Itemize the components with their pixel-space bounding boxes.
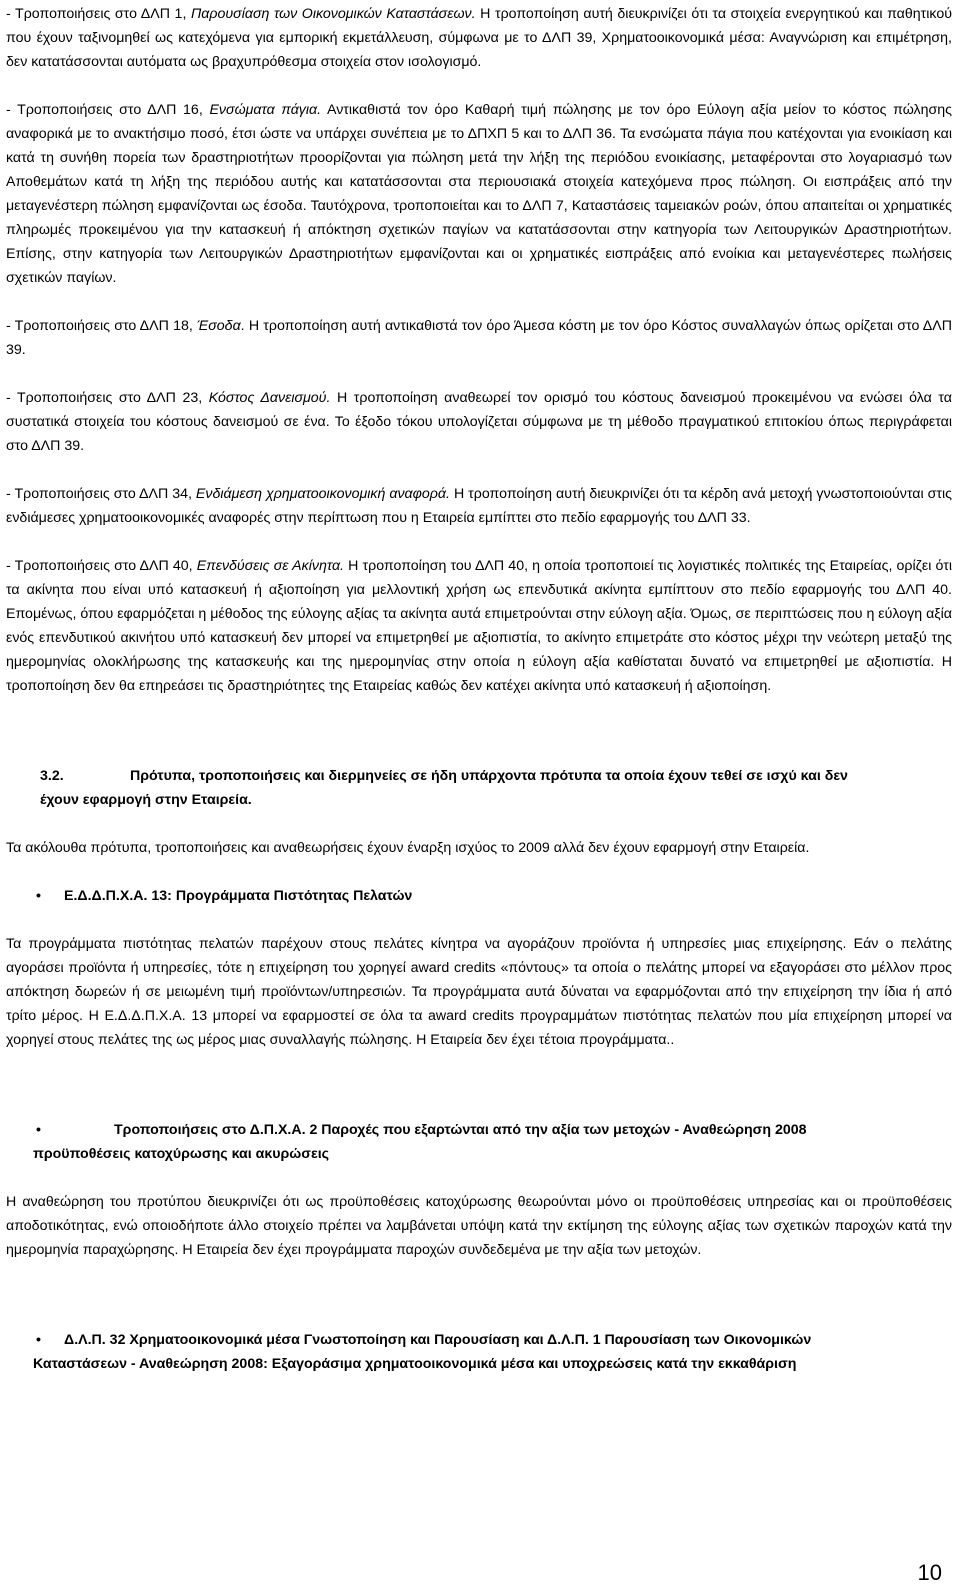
paragraph-text: Η τροποποίηση του ΔΛΠ 40, η οποία τροποποιεί τις λογιστικές πολιτικές της Εταιρείας, ορίζει ότι τα ακίνητα που είναι υπό κατασκευή ή αξιοποίηση για μελλοντική χρήση ως επενδυτικά ακίνητα εμπίπτουν στο πεδίο εφαρμογής του ΔΛΠ 40. Επομένως, όπου εφαρμόζεται η μέθοδος της εύλογης αξίας τα ακίνητα αυτά επιμετρούνται στην εύλογη αξία. Όμως, σε περιπτώσεις που η εύλογη αξία ενός επενδυτικού ακινήτου υπό κατασκευή δεν μπορεί να επιμετρηθεί με αξιοπιστία, το ακίνητο επιμετράτε στο κόστος μέχρι την νεώτερη μεταξύ της ημερομηνίας ολοκλήρωσης της κατασκευής και της ημερομηνίας στην οποία η εύλογη αξία καθίσταται δυνατό να επιμετρηθεί με αξιοπιστία. Η τροποποίηση δεν θα επηρεάσει τις δραστηριότητες της Εταιρείας καθώς δεν κατέχει ακίνητα υπό κατασκευή ή αξιοποίηση. [6, 558, 952, 694]
paragraph-ias16 [6, 98, 952, 290]
paragraph-prefix: - Τροποποιήσεις στο ΔΛΠ 40, [6, 558, 197, 574]
paragraph-ias23 [6, 386, 952, 458]
paragraph-text: Η τροποποίηση αυτή διευκρινίζει ότι τα κέρδη ανά μετοχή γνωστοποιούνται στις ενδιάμεσες χρηματοοικονομικές αναφορές στην περίπτωση που η Εταιρεία εμπίπτει στο πεδίο εφαρμογής του ΔΛΠ 33. [6, 486, 952, 526]
section-title-line1: Πρότυπα, τροποποιήσεις και διερμηνείες σε ήδη υπάρχοντα πρότυπα τα οποία έχουν τεθεί σε ισχύ και δεν [130, 768, 848, 784]
bullet-icon: • [36, 1332, 41, 1348]
paragraph-text: Η τροποποίηση αυτή διευκρινίζει ότι τα στοιχεία ενεργητικού και παθητικού που έχουν ταξινομηθεί ως κατεχόμενα για εμπορική εκμετάλλευση, σύμφωνα με το ΔΛΠ 39, Χρηματοοικονομικά μέσα: Αναγνώριση και επιμέτρηση, δεν κατατάσσονται αυτόματα ως βραχυπρόθεσμα στοιχεία στον ισολογισμό. [6, 6, 952, 70]
standard-title: Έσοδα [197, 318, 241, 334]
paragraph-text: Αντικαθιστά τον όρο Καθαρή τιμή πώλησης με τον όρο Εύλογη αξία μείον το κόστος πώλησης αναφορικά με το ανακτήσιμο ποσό, έτσι ώστε να υπάρχει συνέπεια με το ΔΠΧΠ 5 και το ΔΛΠ 36. Τα ενσώματα πάγια που κατέχονται για ενοικίαση και κατά τη συνήθη πορεία των δραστηριοτήτων προορίζονται για πώληση μετά την λήξη της περιόδου ενοικίασης, μεταφέρονται στο λογαριασμό των Αποθεμάτων κατά τη λήξη της περιόδου αυτής και κατατάσσονται στα περιουσιακά στοιχεία κατεχόμενα προς πώληση. Οι εισπράξεις από την μεταγενέστερη πώληση εμφανίζονται ως έσοδα. Ταυτόχρονα, τροποποιείται και το ΔΛΠ 7, Καταστάσεις ταμειακών ροών, όπου απαιτείται οι χρηματικές πληρωμές προκειμένου για την κατασκευή ή απόκτηση σχετικών παγίων να κατατάσσονται στην κατηγορία των Λειτουργικών Δραστηριοτήτων. Επίσης, στην κατηγορία των Λειτουργικών Δραστηριοτήτων εμφανίζονται και οι χρηματικές εισπράξεις από ενοίκια και μεταγενέστερες πωλήσεις σχετικών παγίων. [6, 102, 952, 286]
paragraph-ias18 [6, 314, 952, 362]
bullet-heading-text: Δ.Λ.Π. 32 Χρηματοοικονομικά μέσα Γνωστοποίηση και Παρουσίαση και Δ.Λ.Π. 1 Παρουσίαση των Οικονομικών [64, 1332, 812, 1348]
section-title-line2: έχουν εφαρμογή στην Εταιρεία. [40, 792, 252, 808]
bullet-icon: • [36, 888, 41, 904]
bullet-heading-ias32 [6, 1328, 952, 1352]
standard-title: Ενσώματα πάγια. [209, 102, 322, 118]
section-intro: Τα ακόλουθα πρότυπα, τροποποιήσεις και αναθεωρήσεις έχουν έναρξη ισχύος το 2009 αλλά δεν έχουν εφαρμογή στην Εταιρεία. [6, 840, 810, 856]
document-page [6, 2, 952, 1376]
paragraph-ias1 [6, 2, 952, 74]
paragraph-prefix: - Τροποποιήσεις στο ΔΛΠ 16, [6, 102, 210, 118]
page-number: 10 [917, 1560, 942, 1585]
bullet-heading-text-cont: Καταστάσεων - Αναθεώρηση 2008: Εξαγοράσιμα χρηματοοικονομικά μέσα και υποχρεώσεις κατά την εκκαθάριση [33, 1356, 797, 1372]
paragraph-ifric13: Τα προγράμματα πιστότητας πελατών παρέχουν στους πελάτες κίνητρα να αγοράζουν προϊόντα ή υπηρεσίες μιας επιχείρησης. Εάν ο πελάτης αγοράσει προϊόντα ή υπηρεσίες, τότε η επιχείρηση του χορηγεί award credits «πόντους» τα οποία ο πελάτης μπορεί να εξαγοράσει στο μέλλον προς απόκτηση δωρεών ή σε μειωμένη τιμή προϊόντων/υπηρεσιών. Τα προγράμματα αυτά δύναται να εφαρμόζονται από την επιχείρηση την ίδια ή από τρίτο μέρος. Η Ε.Δ.Δ.Π.Χ.Α. 13 μπορεί να εφαρμοστεί σε όλα τα award credits προγραμμάτων πιστότητας πελατών που μία επιχείρηση μπορεί να χορηγεί στους πελάτες της ως μέρος μιας συναλλαγής πώλησης. Η Εταιρεία δεν έχει τέτοια προγράμματα.. [6, 936, 952, 1048]
paragraph-ias34 [6, 482, 952, 530]
paragraph-prefix: - Τροποποιήσεις στο ΔΛΠ 18, [6, 318, 198, 334]
paragraph-prefix: - Τροποποιήσεις στο ΔΛΠ 23, [6, 390, 209, 406]
standard-title: Κόστος Δανεισμού. [208, 390, 331, 406]
paragraph-prefix: - Τροποποιήσεις στο ΔΛΠ 34, [6, 486, 196, 502]
section-heading [40, 764, 952, 788]
paragraph-prefix: - Τροποποιήσεις στο ΔΛΠ 1, [6, 6, 191, 22]
paragraph-text: Η τροποποίηση αναθεωρεί τον ορισμό του κόστους δανεισμού προκειμένου να ενώσει όλα τα συστατικά στοιχεία του κόστους δανεισμού σε ένα. Το έξοδο τόκου υπολογίζεται σύμφωνα με τη μέθοδο πραγματικού επιτοκίου όπως περιγράφεται στο ΔΛΠ 39. [6, 390, 952, 454]
standard-title: Επενδύσεις σε Ακίνητα. [196, 558, 344, 574]
paragraph-ias40 [6, 554, 952, 698]
bullet-heading-ifrs2 [6, 1118, 952, 1142]
paragraph-text: . Η τροποποίηση αυτή αντικαθιστά τον όρο Άμεσα κόστη με τον όρο Κόστος συναλλαγών όπως ορίζεται στο ΔΛΠ 39. [6, 318, 952, 358]
bullet-heading-ifric13 [6, 884, 952, 908]
section-number: 3.2. [40, 768, 64, 784]
bullet-heading-text: Τροποποιήσεις στο Δ.Π.Χ.Α. 2 Παροχές που εξαρτώνται από την αξία των μετοχών - Αναθεώρηση 2008 [114, 1122, 807, 1138]
standard-title: Παρουσίαση των Οικονομικών Καταστάσεων. [190, 6, 476, 22]
bullet-icon: • [36, 1122, 41, 1138]
standard-title: Ενδιάμεση χρηματοοικονομική αναφορά. [195, 486, 450, 502]
bullet-heading-text: Ε.Δ.Δ.Π.Χ.Α. 13: Προγράμματα Πιστότητας Πελατών [64, 888, 413, 904]
bullet-heading-text-cont: προϋποθέσεις κατοχύρωσης και ακυρώσεις [33, 1146, 330, 1162]
paragraph-ifrs2: Η αναθεώρηση του προτύπου διευκρινίζει ότι ως προϋποθέσεις κατοχύρωσης θεωρούνται μόνο οι προϋποθέσεις υπηρεσίας και οι προϋποθέσεις αποδοτικότητας, ενώ οποιοδήποτε άλλο στοιχείο πρέπει να λαμβάνεται υπόψη κατά την εκτίμηση της εύλογης αξίας των σχετικών παροχών κατά την ημερομηνία παραχώρησης. Η Εταιρεία δεν έχει προγράμματα παροχών συνδεδεμένα με την αξία των μετοχών. [6, 1194, 952, 1258]
